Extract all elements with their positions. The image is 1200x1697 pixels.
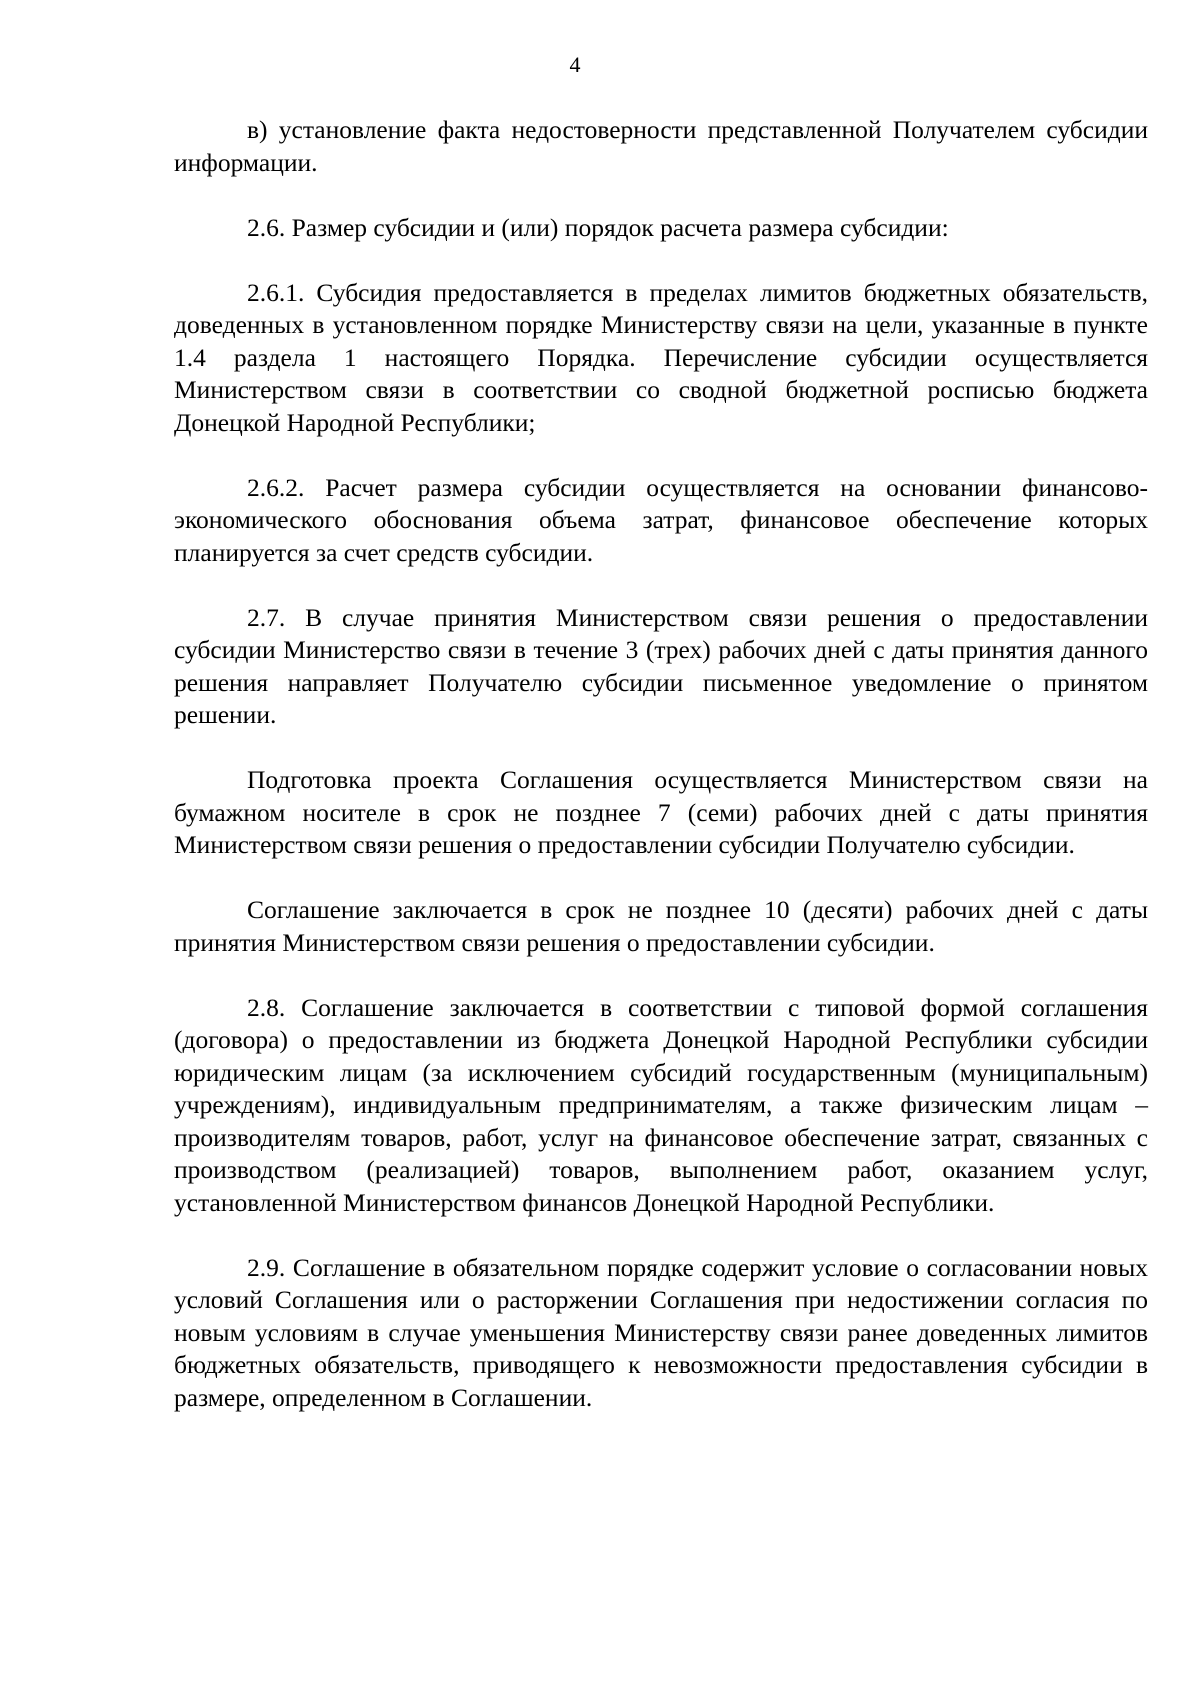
paragraph-2-7: 2.7. В случае принятия Министерством связи решения о предоставлении субсидии Министерство связи в течение 3 (трех) рабочих дней с даты принятия данного решения направляет Получателю субсидии письменное уведомление о принятом решении. bbox=[174, 602, 1148, 729]
paragraph-2-6-1: 2.6.1. Субсидия предоставляется в пределах лимитов бюджетных обязательств, доведенных в установленном порядке Министерству связи на цели, указанные в пункте 1.4 раздела 1 настоящего Порядка. Перечисление субсидии осуществляется Министерством связи в соответствии со сводной бюджетной росписью бюджета Донецкой Народной Республики; bbox=[174, 277, 1148, 437]
paragraph-2-6-2: 2.6.2. Расчет размера субсидии осуществляется на основании финансово-экономического обоснования объема затрат, финансовое обеспечение которых планируется за счет средств субсидии. bbox=[174, 472, 1148, 567]
paragraph-2-8: 2.8. Соглашение заключается в соответствии с типовой формой соглашения (договора) о предоставлении из бюджета Донецкой Народной Республики субсидии юридическим лицам (за исключением субсидий государственным (муниципальным) учреждениям), индивидуальным предпринимателям, а также физическим лицам – производителям товаров, работ, услуг на финансовое обеспечение затрат, связанных с производством (реализацией) товаров, выполнением работ, оказанием услуг, установленной Министерством финансов Донецкой Народной Республики. bbox=[174, 992, 1148, 1217]
page-number: 4 bbox=[569, 52, 581, 77]
paragraph-agreement-preparation: Подготовка проекта Соглашения осуществляется Министерством связи на бумажном носителе в срок не позднее 7 (семи) рабочих дней с даты принятия Министерством связи решения о предоставлении субсидии Получателю субсидии. bbox=[174, 765, 1148, 859]
paragraph-2-5-v: в) установление факта недостоверности представленной Получателем субсидии информации. bbox=[174, 115, 1148, 177]
document-body bbox=[174, 114, 1148, 1414]
paragraph-agreement-conclusion: Соглашение заключается в срок не позднее 10 (десяти) рабочих дней с даты принятия Министерством связи решения о предоставлении субсидии. bbox=[174, 895, 1148, 957]
paragraph-2-6: 2.6. Размер субсидии и (или) порядок расчета размера субсидии: bbox=[247, 212, 949, 242]
paragraph-2-9: 2.9. Соглашение в обязательном порядке содержит условие о согласовании новых условий Соглашения или о расторжении Соглашения при недостижении согласия по новым условиям в случае уменьшения Министерству связи ранее доведенных лимитов бюджетных обязательств, приводящего к невозможности предоставления субсидии в размере, определенном в Соглашении. bbox=[174, 1252, 1148, 1412]
